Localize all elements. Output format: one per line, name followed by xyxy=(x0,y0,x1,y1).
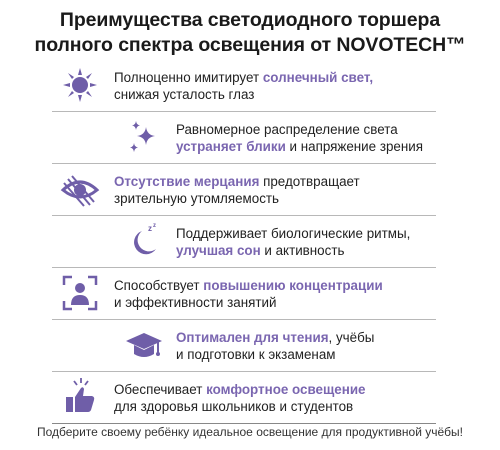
svg-text:z: z xyxy=(148,224,152,233)
benefit-text xyxy=(176,225,410,259)
thumbs-up-icon xyxy=(60,377,100,417)
benefit-item-sleep xyxy=(52,216,436,268)
title-line-1: Преимущества светодиодного торшера xyxy=(59,9,441,31)
highlight: комфортное освещение xyxy=(206,382,366,397)
benefit-text xyxy=(176,121,423,155)
title-line-2: полного спектра освещения от NOVOTECH™ xyxy=(34,34,466,56)
text-part: Обеспечивает xyxy=(114,382,207,397)
benefits-list xyxy=(52,60,436,424)
highlight: улучшая сон xyxy=(176,243,261,258)
benefit-item-comfort xyxy=(52,372,436,424)
text-part: зрительную утомляемость xyxy=(114,191,279,206)
benefit-text xyxy=(114,277,383,311)
highlight: солнечный свет, xyxy=(262,70,374,85)
text-part: Равномерное распределение света xyxy=(176,122,398,137)
footer-slogan: Подберите своему ребёнку идеальное освещение для продуктивной учёбы! xyxy=(36,425,464,439)
benefit-text xyxy=(114,381,366,415)
text-part: Способствует xyxy=(114,278,204,293)
text-part: Полноценно имитирует xyxy=(114,70,263,85)
text-part: предотвращает xyxy=(259,174,360,189)
text-part: Поддерживает биологические ритмы, xyxy=(176,226,411,241)
benefit-item-reading xyxy=(52,320,436,372)
moon-sleep-icon xyxy=(124,221,164,261)
focus-person-icon xyxy=(60,273,100,313)
benefit-item-sunlight xyxy=(52,60,436,112)
eye-no-flicker-icon xyxy=(60,169,100,209)
text-part: снижая усталость глаз xyxy=(114,87,255,102)
page-title xyxy=(0,8,500,58)
sparkles-icon xyxy=(124,117,164,157)
benefit-item-glare xyxy=(52,112,436,164)
benefit-item-flicker xyxy=(52,164,436,216)
text-part: и эффективности занятий xyxy=(114,295,277,310)
svg-text:z: z xyxy=(153,223,156,229)
benefit-text xyxy=(114,69,373,103)
highlight: Оптимален для чтения xyxy=(176,330,329,345)
text-part: и активность xyxy=(260,243,345,258)
sun-icon xyxy=(60,65,100,105)
benefit-item-concentration xyxy=(52,268,436,320)
highlight: повышению концентрации xyxy=(203,278,383,293)
highlight: устраняет блики xyxy=(176,139,286,154)
highlight: Отсутствие мерцания xyxy=(114,174,260,189)
text-part: , учёбы xyxy=(328,330,375,345)
benefit-text xyxy=(114,173,360,207)
text-part: и напряжение зрения xyxy=(285,139,423,154)
text-part: и подготовки к экзаменам xyxy=(176,347,336,362)
benefit-text xyxy=(176,329,374,363)
text-part: для здоровья школьников и студентов xyxy=(114,399,354,414)
graduation-cap-icon xyxy=(124,325,164,365)
